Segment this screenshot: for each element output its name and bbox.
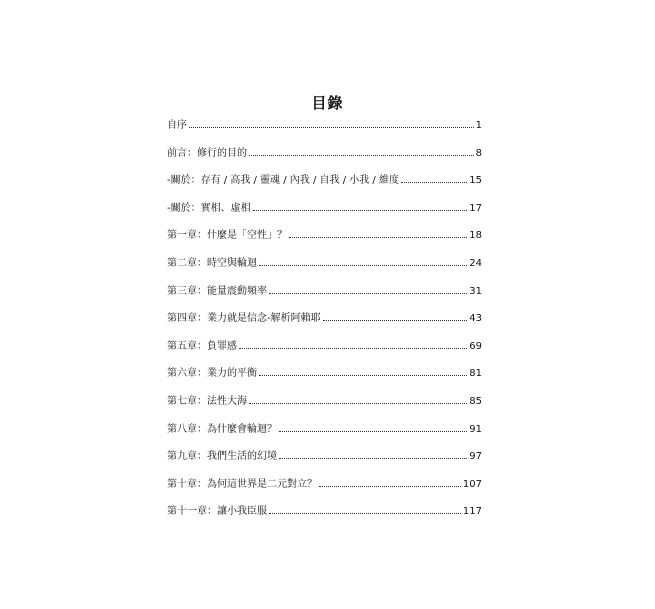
toc-entry-label: 第二章：時空與輪迴 [167,257,257,269]
toc-entry-label: 第十章：為何這世界是二元對立？ [167,478,317,490]
toc-entry-label: 自序 [167,120,187,131]
toc-entry-label: -關於：存有 / 高我 / 靈魂 / 內我 / 自我 / 小我 / 維度 [167,175,399,187]
toc-entry [167,172,482,200]
dot-leader [279,430,467,432]
toc-entry [167,145,482,173]
toc-entry-page: 15 [469,175,482,187]
toc-entry-page: 91 [469,423,482,435]
dot-leader [269,292,467,294]
toc-entry-page: 18 [469,230,482,242]
dot-leader [269,512,461,514]
toc-entry [167,117,482,145]
toc-entry-page: 85 [469,395,482,407]
toc-entry-label: 第五章：負罪感 [167,340,237,352]
toc-entry-page: 43 [469,313,482,325]
toc-entry-page: 69 [469,340,482,352]
toc-entry [167,338,482,366]
toc-entry-label: 第一章：什麼是「空性」？ [167,230,287,242]
toc-entry-page: 81 [469,368,482,380]
toc-entry-page: 17 [469,202,482,214]
toc-entry [167,448,482,476]
dot-leader [239,347,467,349]
toc-entry-page: 31 [469,285,482,297]
toc-entry [167,365,482,393]
toc-entry-label: 第三章：能量震動頻率 [167,285,267,297]
toc-entry-page: 8 [475,147,482,159]
dot-leader [323,319,468,321]
toc-entry-label: 第四章：業力就是信念-解析阿賴耶 [167,313,321,325]
toc-entry-label: -關於：實相、虛相 [167,202,251,214]
dot-leader [319,485,461,487]
dot-leader [249,402,467,404]
toc-entry [167,393,482,421]
toc-entry-label: 第七章：法性大海 [167,395,247,407]
dot-leader [279,457,467,459]
toc-entry-label: 前言：修行的目的 [167,147,247,159]
toc-entry [167,283,482,311]
toc-entry [167,227,482,255]
toc-entry-page: 117 [462,506,482,518]
toc-entry-page: 1 [475,120,482,131]
toc-entry-page: 24 [469,257,482,269]
toc-entry-label: 第八章：為什麼會輪迴？ [167,423,277,435]
toc-entry [167,255,482,283]
dot-leader [259,264,467,266]
dot-leader [249,154,474,156]
toc-entry-label: 第十一章：讓小我臣服 [167,506,267,518]
dot-leader [289,236,467,238]
dot-leader [259,374,467,376]
toc-entry-label: 第六章：業力的平衡 [167,368,257,380]
toc-entry-page: 107 [462,478,482,490]
table-of-contents [167,117,482,531]
page-title: 目錄 [311,94,344,112]
toc-entry [167,421,482,449]
dot-leader [253,209,468,211]
toc-entry [167,200,482,228]
toc-entry [167,503,482,531]
toc-entry-page: 97 [469,451,482,463]
toc-entry-label: 第九章：我們生活的幻境 [167,451,277,463]
toc-entry [167,476,482,504]
toc-entry [167,310,482,338]
dot-leader [189,126,474,128]
dot-leader [401,181,467,183]
